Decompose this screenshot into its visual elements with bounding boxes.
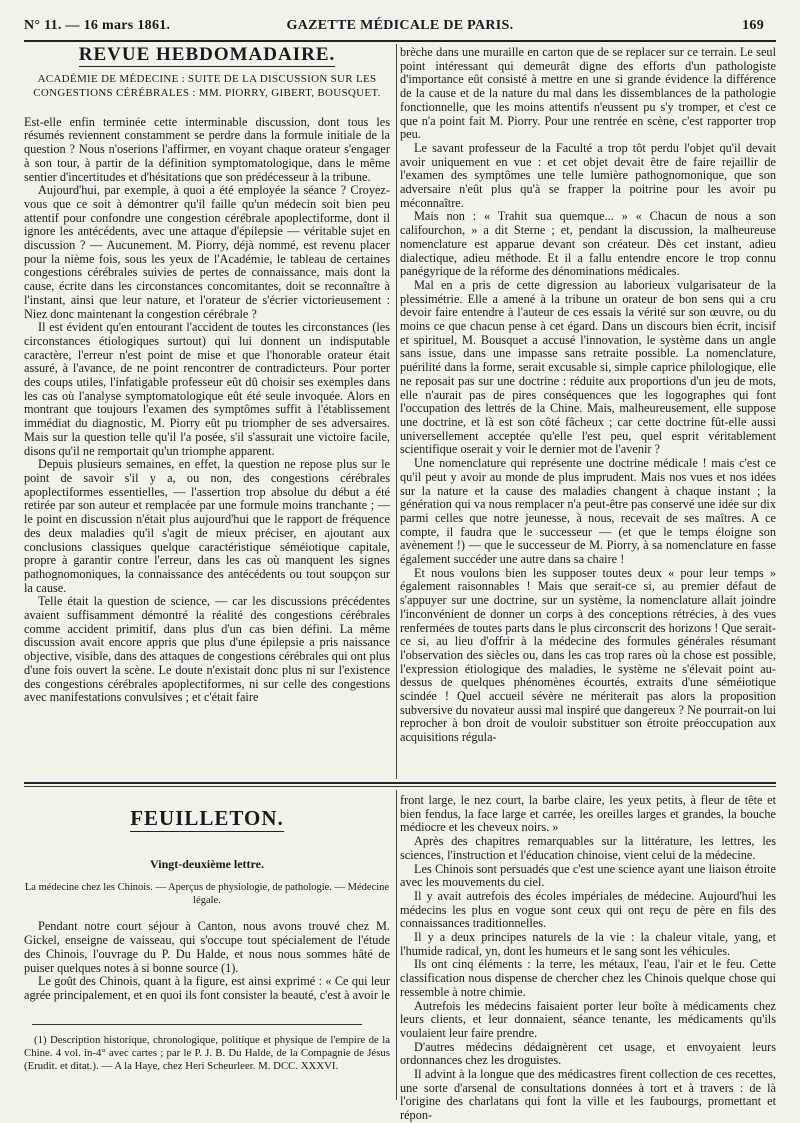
issue-date: N° 11. — 16 mars 1861. (24, 18, 171, 33)
revue-title: REVUE HEBDOMADAIRE. (78, 44, 336, 65)
feuilleton-title: FEUILLETON. (130, 806, 284, 830)
letter-title: Vingt-deuxième lettre. (150, 856, 264, 871)
paragraph: Une nomenclature qui représente une doctrine médicale ! mais c'est ce qu'il peut y avoir au monde de plus imprudent. Mais nos vues et nos idées sur la nature et la cause des maladies changent à chaque instant ; la génération qui va nous remplacer n'a peut-être pas conservé une idée sur dix parmi celles que notre jeunesse, à nous, recevait de ses maîtres. A ce compte, il faudra que le successeur — (et que le temps éloigne son avènement !) — que le successeur de M. Piorry, à sa nomenclature en fasse également succéder une autre dans sa chaire ! (400, 456, 776, 567)
paragraph: Est-elle enfin terminée cette interminable discussion, dont tous les résumés reviennent constamment se perdre dans la formule initiale de la question ? Nous n'oserions l'affirmer, en voyant chaque orateur s'engager à son tour, à partir de la définition symptomatologique, dans le même sentier d'incertitudes et d'hésitations que son prédécesseur à la tribune. (24, 114, 390, 184)
paragraph: Le goût des Chinois, quant à la figure, est ainsi exprimé : « Ce qui leur agrée principalement, et en quoi ils font consister la beauté, c'est à avoir le (24, 974, 390, 1002)
paragraph: Telle était la question de science, — car les discussions précédentes avaient suffisamment démontré la réalité des congestions cérébrales comme accident primitif, dans plus d'un cas bien défini. La même discussion avait encore appris que plus d'une épilepsie a pris naissance objective, visible, dans des attaques de congestions cérébrales qui ont plus d'une fois ouvert la scène. Le doute n'existait donc plus ni sur l'existence des congestions cérébrales apoplectiformes, ni sur celle des congestions avec manifestations convulsives ; et c'était faire (24, 594, 390, 705)
footnote-rule (32, 1024, 362, 1025)
header-rule (24, 40, 776, 42)
paragraph: Il est évident qu'en entourant l'accident de toutes les circonstances (les circonstances étiologiques surtout) qui lui donnent un indisputable caractère, l'erreur n'est point de mise et que l'honorable orateur était assuré, à l'avance, de ne point rencontrer de contradicteurs. Pour porter des coups utiles, l'infatigable professeur eût dû choisir ses exemples dans les cas où l'analyse symptomatologique eût été seule invoquée. Alors en montrant que toujours l'examen des symptômes suffit à l'établissement immédiat du diagnostic, M. Piorry eût pu triompher de ses adversaires. Mais sur la question telle qu'il l'a posée, s'il s'assurait une victoire facile, disons qu'il ne remportait qu'un triomphe apparent. (24, 320, 390, 458)
column-divider (396, 44, 397, 779)
paragraph: Mal en a pris de cette digression au laborieux vulgarisateur de la plessimétrie. Elle a amené à la tribune un orateur de bon sens qui a cru devoir faire entendre à l'auteur de ces essais la vérité sur son œuvre, ou du moins ce que chacun pense à cet égard. Dans un discours bien écrit, incisif et spirituel, M. Bousquet a accusé l'innovation, le système dans un angle sans issue, dans une impasse sans retraite possible. La nomenclature, puérilité dans la forme, serait excusable si, simple caprice philologique, elle ne reposait pas sur une doctrine : réduite aux proportions d'un jeu de mots, elle n'aurait pas de pires conséquences que les logographes qui font l'occupation des lettrés de la Chine. Mais, malheureusement, elle suppose une doctrine, et là est son côté fâcheux ; car cette doctrine fût-elle aussi universellement acceptée qu'elle l'est peu, quel esprit véritablement scientifique oserait y voir le dernier mot de l'avenir ? (400, 277, 776, 457)
paragraph: Il advint à la longue que des médicastres firent collection de ces recettes, une sorte d'arsenal de consultations données à tort et à travers : de là l'origine des charlatans qui font la ville et les faubourgs, promettant et répon- (400, 1067, 776, 1123)
paragraph: Le savant professeur de la Faculté a trop tôt perdu l'objet qu'il devait avoir uniquement en vue : et cet objet devait être de faire rejaillir de l'examen des symptômes une telle lumière pathognomonique, que son adversaire n'eût plus qu'à se frapper la poitrine pour les avoir pu méconnaître. (400, 140, 776, 210)
paragraph: Depuis plusieurs semaines, en effet, la question ne repose plus sur le point de savoir s'il y a, ou non, des congestions cérébrales apoplectiformes essentielles, — l'assertion trop absolue du début a été retirée par son auteur et remplacée par une formule moins tranchante ; — le point en discussion n'était plus aujourd'hui que le rapport de fréquence des deux maladies qu'il s'agit de mieux préciser, en ajoutant aux conclusions classiques quelque caractéristique séméiotique capitale, propre à garantir contre l'erreur, dans les cas où manquent les signes pathognomoniques, la connaissance des antécédents ou tout soupçon sur la cause. (24, 457, 390, 595)
journal-title: GAZETTE MÉDICALE DE PARIS. (286, 18, 514, 33)
paragraph: Et nous voulons bien les supposer toutes deux « pour leur temps » également raisonnables ! Mais que serait-ce si, au premier défaut de s'appuyer sur une doctrine, sur un système, la nomenclature allait joindre l'inconvénient de donner un corps à des conceptions rétrécies, à des vues renfermées de toutes parts dans le plus circonscrit des horizons ! Que serait-ce si, au lieu d'offrir à la médecine des formules générales résumant l'observation des siècles ou, dans les cas trop rares où la chose est possible, l'expression étiologique des maladies, le système ne s'élevait point au-dessus de quelques phénomènes écourtés, extraits d'une séméiotique scindée ! Quel accueil sévère ne mériterait pas alors la proposition subversive du novateur aussi mal inspiré que dangereux ? Ne pourrait-on lui reprocher à bon droit de vouloir substituer son étroite préoccupation aux acquisitions régula- (400, 565, 776, 745)
paragraph: Après des chapitres remarquables sur la littérature, les lettres, les sciences, l'instruction et l'éducation chinoise, vient celui de la médecine. (400, 834, 776, 862)
feuilleton-left-column (24, 806, 390, 1006)
paragraph: Autrefois les médecins faisaient porter leur boîte à médicaments chez leurs clients, et leur donnaient, séance tenante, les médicaments qu'ils voulaient leur faire prendre. (400, 998, 776, 1040)
letter-summary: La médecine chez les Chinois. — Aperçus de physiologie, de pathologie. — Médecine légale. (24, 882, 390, 907)
page-header (24, 18, 776, 38)
column-divider-lower (396, 790, 397, 1100)
revue-subhead: ACADÉMIE DE MÉDECINE : SUITE DE LA DISCUSSION SUR LES CONGESTIONS CÉRÉBRALES : MM. PIORRY, GIBERT, BOUSQUET. (33, 72, 381, 99)
paragraph: front large, le nez court, la barbe claire, les yeux petits, à fleur de tête et bien fendus, la face large et carrée, les oreilles larges et grandes, la bouche médiocre et les cheveux noirs. » (400, 793, 776, 835)
paragraph: brèche dans une muraille en carton que de se replacer sur ce terrain. Le seul point intéressant qui demeurât digne des efforts d'un pathologiste d'importance eût consisté à mettre en une si grande évidence la différence de la cause et de la nature du mal dans les dissemblances de la pathologie fonctionnelle, que les moins attentifs n'eussent pu s'y tromper, et c'est ce que n'a point fait M. Piorry. Pour une rentrée en scène, c'est rapporter trop peu. (400, 45, 776, 142)
paragraph: Il y a deux principes naturels de la vie : la chaleur vitale, yang, et l'humide radical, yn, dont les humeurs et le sang sont les véhicules. (400, 930, 776, 958)
feuilleton-rule-thin (24, 786, 776, 787)
paragraph: Mais non : « Trahit sua quemque... » « Chacun de nous a son califourchon, » a dit Sterne ; et, pendant la discussion, la malheureuse nomenclature est apparue devant son créateur. Dès cet instant, adieu dialectique, adieu méthode. Et il a fallu entendre encore le trop connu panégyrique de la réforme des dénominations médicales. (400, 209, 776, 279)
paragraph: Ils ont cinq éléments : la terre, les métaux, l'eau, l'air et le feu. Cette classification nous dispense de chercher chez les Chinois quelque chose qui ressemble à notre chimie. (400, 957, 776, 999)
paragraph: Pendant notre court séjour à Canton, nous avons trouvé chez M. Gickel, enseigne de vaisseau, qui s'occupe tout spécialement de l'étude des Chinois, l'ouvrage du P. Du Halde, et nous nous sommes hâté de puiser quelques notes à si bonne source (1). (24, 919, 390, 975)
paragraph: Il y avait autrefois des écoles impériales de médecine. Aujourd'hui les médecins les plus en vogue sont ceux qui ont reçu de père en fils des connaissances traditionnelles. (400, 888, 776, 931)
feuilleton-right-column (400, 793, 776, 1123)
revue-right-column (400, 46, 776, 779)
paragraph: Les Chinois sont persuadés que c'est une science ayant une liaison étroite avec les mouvements du ciel. (400, 861, 776, 890)
revue-left-column (24, 44, 390, 778)
paragraph: Aujourd'hui, par exemple, à quoi a été employée la séance ? Croyez-vous que ce soit à démontrer qu'il faille qu'un médecin soit bien peu attentif pour confondre une congestion cérébrale apoplectiforme, dont il ignore les antécédents, avec une attaque d'épilepsie — véritable sujet en discussion ? — Aucunement. M. Piorry, déjà nommé, est revenu placer pour la nième fois, sous les yeux de l'Académie, le tableau de certaines congestions cérébrales suivies de pertes de connaissance, mais dont la cause, écrite dans les circonstances concomitantes, doit se reconnaître à l'instant, ainsi que leur nature, et l'orateur de s'écrier victorieusement : Niez donc maintenant la congestion cérébrale ? (24, 183, 390, 321)
footnote: (1) Description historique, chronologique, politique et physique de l'empire de la Chine. 4 vol. in-4° avec cartes ; par le P. J. B. Du Halde, de la Compagnie de Jésus (Erudit. et ditat.). — A la Haye, chez Heri Scheurleer. M. DCC. XXXVI. (24, 1034, 390, 1072)
paragraph: D'autres médecins dédaignèrent cet usage, et envoyaient leurs ordonnances chez les droguistes. (400, 1039, 776, 1068)
feuilleton-rule (24, 782, 776, 784)
page-number: 169 (742, 18, 764, 33)
